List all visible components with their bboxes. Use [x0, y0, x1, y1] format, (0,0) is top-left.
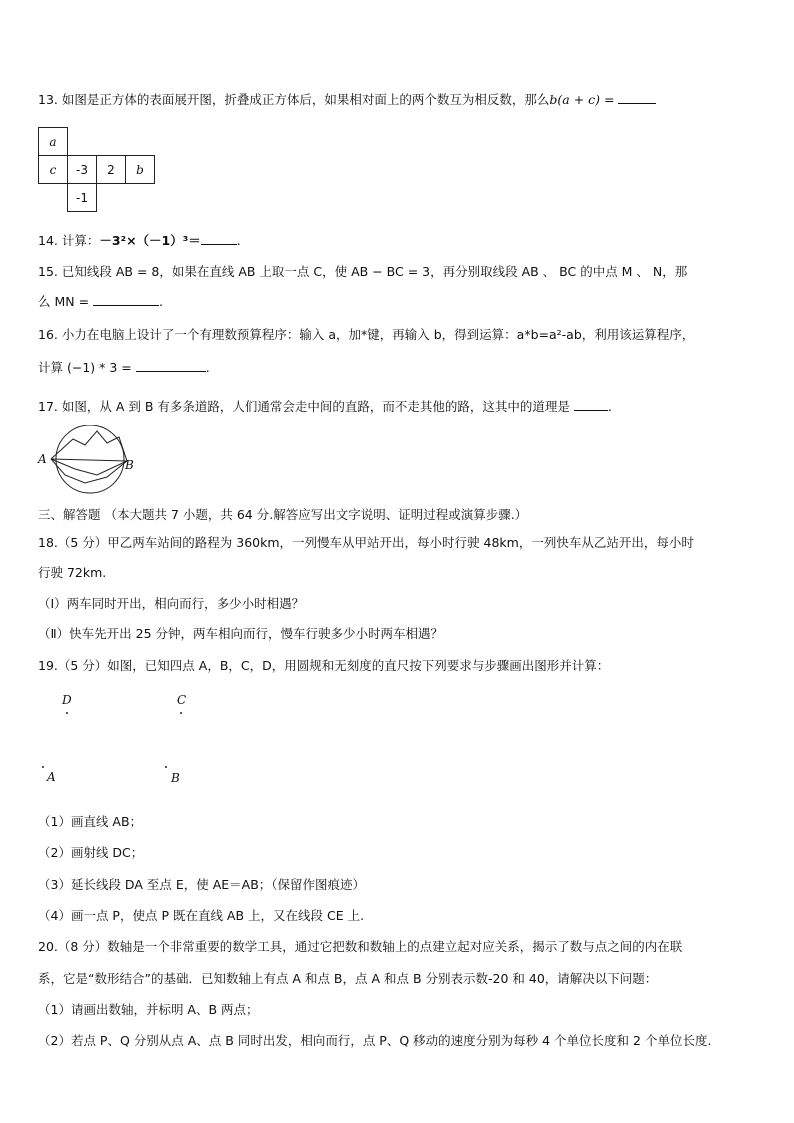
- point-d-dot: [66, 712, 68, 714]
- q18-line2: 行驶 72km.: [38, 565, 107, 580]
- q13-number: 13.: [38, 92, 58, 107]
- q15-end: .: [159, 294, 164, 309]
- figure17-label-a: A: [38, 452, 47, 466]
- q17-text: 如图，从 A 到 B 有多条道路，人们通常会走中间的直路，而不走其他的路，这其中的道理是: [61, 399, 570, 414]
- net-cell-b: b: [126, 156, 155, 184]
- point-b-dot: [165, 766, 167, 768]
- q16-answer-blank[interactable]: [136, 359, 206, 372]
- q15-line1: [38, 262, 687, 280]
- q17-line: [38, 397, 612, 415]
- q20-step2: （2）若点 P、Q 分别从点 A、点 B 同时出发，相向而行，点 P、Q 移动的速度分别为每秒 4 个单位长度和 2 个单位长度.: [38, 1033, 712, 1048]
- q16-number: 16.: [38, 327, 58, 342]
- q13-answer-blank[interactable]: [618, 91, 656, 104]
- q14-answer-blank[interactable]: [201, 232, 237, 245]
- q17-number: 17.: [38, 399, 58, 414]
- q18-part2: （Ⅱ）快车先开出 25 分钟，两车相向而行，慢车行驶多少小时两车相遇？: [38, 626, 444, 641]
- q14-number: 14.: [38, 233, 58, 248]
- point-c-label: C: [177, 693, 187, 707]
- q18-line1: 18.（5 分）甲乙两车站间的路程为 360km，一列慢车从甲站开出，每小时行驶 48km，一列快车从乙站开出，每小时: [38, 535, 694, 550]
- q20-line2: 系，它是“数形结合”的基础．已知数轴上有点 A 和点 B，点 A 和点 B 分别表示数-20 和 40，请解决以下问题：: [38, 971, 658, 986]
- net-cell-2: 2: [97, 156, 126, 184]
- q18-part1: （Ⅰ）两车同时开出，相向而行，多少小时相遇？: [38, 596, 305, 611]
- q13-text: 如图是正方体的表面展开图，折叠成正方体后，如果相对面上的两个数互为相反数，那么: [61, 92, 550, 107]
- q19-step3: （3）延长线段 DA 至点 E，使 AE＝AB；（保留作图痕迹）: [38, 877, 366, 892]
- q15-number: 15.: [38, 264, 58, 279]
- point-c-dot: [180, 712, 182, 714]
- q20-line1: 20.（8 分）数轴是一个非常重要的数学工具，通过它把数和数轴上的点建立起对应关系，揭示了数与点之间的内在联: [38, 939, 683, 954]
- q14-text: 计算：: [61, 233, 100, 248]
- q15-text-line1: 已知线段 AB = 8，如果在直线 AB 上取一点 C，使 AB − BC = 3，再分别取线段 AB 、 BC 的中点 M 、 N，那: [61, 264, 688, 279]
- q19-step1: （1）画直线 AB；: [38, 814, 143, 829]
- net-cell-neg3: -3: [68, 156, 97, 184]
- q19-step4: （4）画一点 P，使点 P 既在直线 AB 上，又在线段 CE 上.: [38, 908, 365, 923]
- q14-expression: －3²×（－1）³＝: [99, 233, 201, 248]
- figure17-label-b: B: [125, 458, 134, 472]
- q16-text-line1: 小力在电脑上设计了一个有理数预算程序：输入 a，加*键，再输入 b，得到运算：a*b=a²-ab，利用该运算程序，: [61, 327, 695, 342]
- net-cell-neg1: -1: [68, 184, 97, 212]
- q15-line2: [38, 292, 163, 310]
- q16-line1: [38, 325, 694, 343]
- point-b-label: B: [171, 771, 180, 785]
- q16-text-line2: 计算 (−1) * 3 =: [38, 360, 132, 375]
- q13-expression: b(a + c) =: [549, 92, 615, 107]
- q19-step2: （2）画射线 DC；: [38, 845, 144, 860]
- point-a-dot: [42, 766, 44, 768]
- q15-text-line2: 么 MN =: [38, 294, 90, 309]
- q17-end: .: [607, 399, 612, 414]
- q17-answer-blank[interactable]: [574, 398, 608, 411]
- point-d-label: D: [62, 693, 72, 707]
- q13-line: [38, 90, 656, 108]
- net-cell-a: a: [39, 128, 68, 156]
- q15-answer-blank[interactable]: [93, 293, 159, 306]
- cube-net-figure: [38, 127, 155, 212]
- net-cell-c: c: [39, 156, 68, 184]
- q16-line2: [38, 358, 210, 376]
- q19-line1: 19.（5 分）如图，已知四点 A，B，C，D，用圆规和无刻度的直尺按下列要求与步骤画出图形并计算：: [38, 658, 610, 673]
- q20-step1: （1）请画出数轴，并标明 A、B 两点；: [38, 1002, 259, 1017]
- q16-end: .: [205, 360, 210, 375]
- roads-figure: [45, 425, 135, 497]
- q14-end: .: [236, 233, 241, 248]
- section3-heading: 三、解答题 （本大题共 7 小题，共 64 分.解答应写出文字说明、证明过程或演算步骤.）: [38, 507, 528, 522]
- q14-line: [38, 231, 241, 249]
- point-a-label: A: [47, 770, 56, 784]
